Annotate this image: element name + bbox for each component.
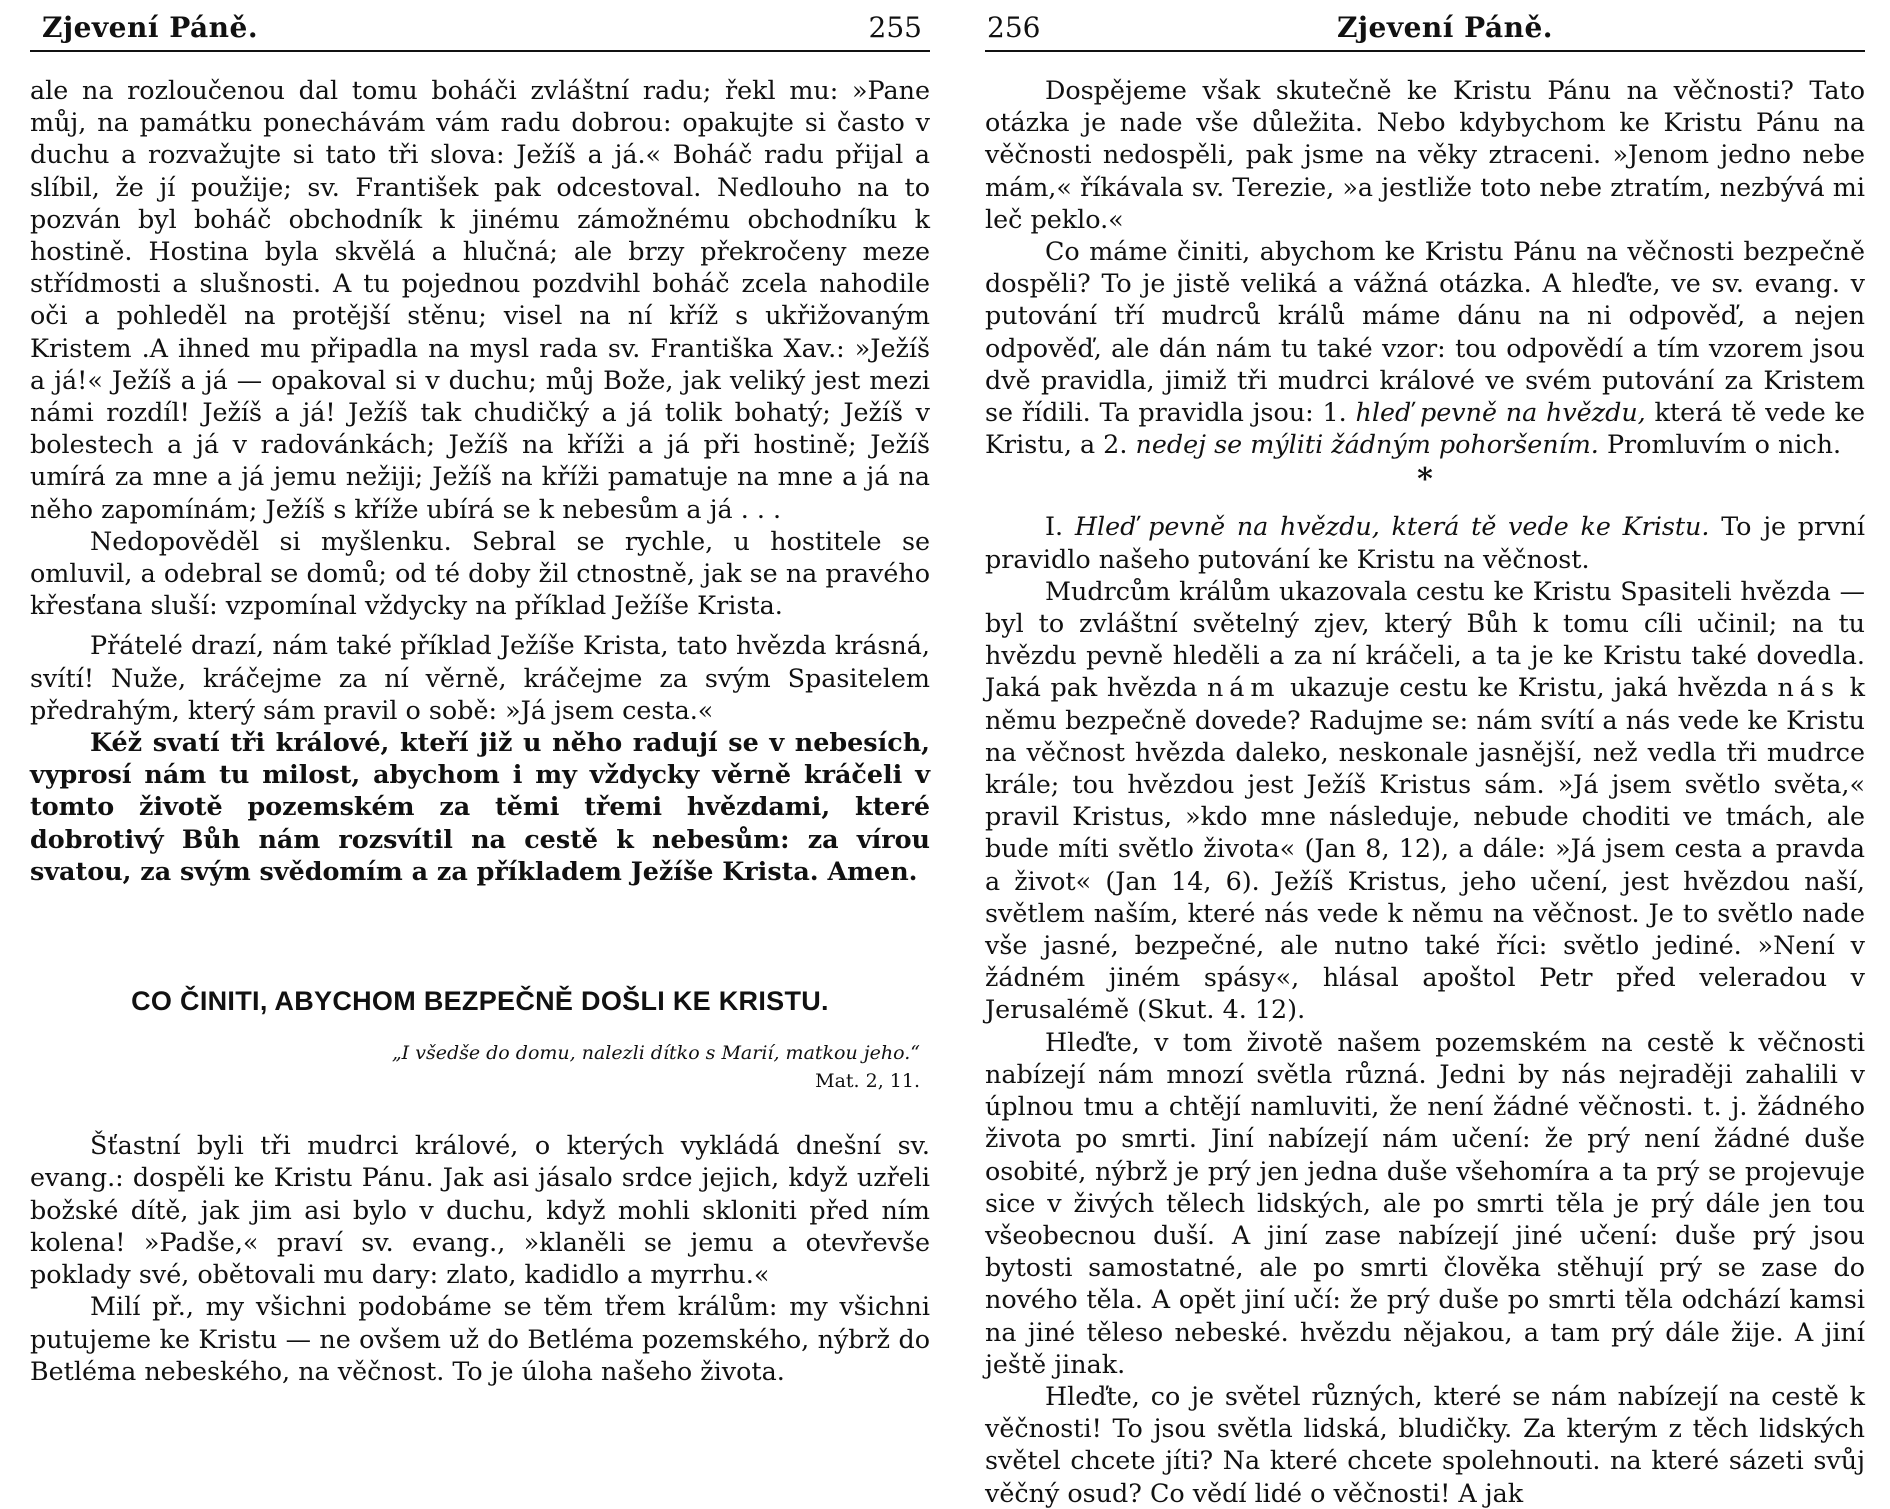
paragraph: [985, 510, 1865, 574]
paragraph: Přátelé drazí, nám také příklad Ježíše Krista, tato hvězda krásná, svítí! Nuže, kráčejme za ní věrně, kráčejme za svým Spasitelem předrahým, který sám pravil o sobě: »Já jsem cesta.«: [30, 630, 930, 725]
running-head-left: [30, 6, 930, 52]
running-title: Zjevení Páně.: [1336, 11, 1554, 44]
paragraph: [985, 575, 1865, 1026]
text-run: k němu bezpečně dovede? Radujme se: nám svítí a nás vede ke Kristu na věčnost hvězda daleko, neskonale jasnější, než vedla tři mudrce krále; tou hvězdou jest Ježíš Kristus sám. »Já jsem světlo světa,« pravil Kristus, »kdo mne následuje, nebude choditi ve tmách, ale bude míti světlo života« (Jan 8, 12), a dále: »Já jsem cesta a pravda a život« (Jan 14, 6). Ježíš Kristus, jeho učení, jest hvězdou naší, světlem naším, které nás vede k němu na věčnost. Je to světlo nade vše jasné, bezpečné, ale nutno také říci: světlo jediné. »Není v žádném jiném spásy«, hlásal apoštol Petr před veleradou v Jerusalémě (Skut. 4. 12).: [985, 672, 1865, 1025]
text-run: To je první pravidlo našeho putování ke Kristu na věčnost.: [985, 511, 1866, 574]
text-run: Co máme činiti, abychom ke Kristu Pánu na věčnosti bezpečně dospěli? To je jistě veliká a vážná otázka. A hleďte, ve sv. evang. v putování tří mudrců králů máme dánu na ni odpověď, a nejen odpověď, ale dán nám tu také vzor: tou odpovědí a tím vzorem jsou dvě pravidla, jimiž tři mudrci králové ve svém putování za Kristem se řídili. Ta pravidla jsou: 1.: [985, 236, 1865, 428]
page-number: 255: [868, 11, 922, 44]
epigraph-quote: „I všedše do domu, nalezli dítko s Marií, matkou jeho.“: [391, 1042, 920, 1065]
paragraph: [985, 235, 1865, 460]
paragraph: Šťastní byli tři mudrci králové, o kterých vykládá dnešní sv. evang.: dospěli ke Kristu Pánu. Jak asi jásalo srdce jejich, když uzřeli božské dítě, jak jim asi bylo v duchu, když mohli skloniti před ním kolena! »Padše,« praví sv. evang., »klaněli se jemu a otevřevše poklady své, obětovali mu dary: zlato, kadidlo a myrrhu.«: [30, 1130, 930, 1290]
text-run: ukazuje cestu ke Kristu, jaká hvězda: [1290, 672, 1768, 703]
paragraph: ale na rozloučenou dal tomu boháči zvláštní radu; řekl mu: »Pane můj, na památku ponechávám vám radu dobrou: opakujte si často v duchu a rozvažujte si tato tři slova: Ježíš a já.« Boháč radu přijal a slíbil, že jí použije; sv. František pak odcestoval. Nedlouho na to pozván byl boháč obchodník k jinému zámožnému obchodníku k hostině. Hostina byla skvělá a hlučná; ale brzy překročeny meze střídmosti a slušnosti. A tu pojednou pozdvihl boháč zcela nahodile oči a pohleděl na protější stěnu; visel na ní kříž s ukřižovaným Kristem .A ihned mu připadla na mysl rada sv. Františka Xav.: »Ježíš a já!« Ježíš a já — opakoval si v duchu; můj Bože, jak veliký jest mezi námi rozdíl! Ježíš a já! Ježíš tak chudičký a já tolik bohatý; Ježíš v bolestech a já v radovánkách; Ježíš na kříži a já při hostině; Ježíš umírá za mne a já jemu nežiji; Ježíš na kříži pamatuje na mne a já na něho zapomínám; Ježíš s kříže ubírá se k nebesům a já . . .: [30, 75, 930, 524]
right-page: [985, 0, 1866, 1508]
running-title: Zjevení Páně.: [42, 11, 259, 44]
page-number: 256: [987, 11, 1041, 44]
paragraph: Dospějeme však skutečně ke Kristu Pánu na věčnosti? Tato otázka je nade vše důležita. Nebo kdybychom ke Kristu Pánu na věčnosti nedospěli, pak jsme na věky ztraceni. »Jenom jedno nebe mám,« říkávala sv. Terezie, »a jestliže toto nebe ztratím, nezbývá mi leč peklo.«: [985, 75, 1865, 234]
left-page: [30, 0, 930, 1500]
text-run: která tě vede ke Kristu, a 2.: [985, 397, 1865, 460]
rule-heading: Hleď pevně na hvězdu, která tě vede ke Kristu.: [1074, 511, 1710, 542]
paragraph: Kéž svatí tři králové, kteří již u něho radují se v nebesích, vyprosí nám tu milost, abychom i my vždycky věrně kráčeli v tomto životě pozemském za těmi třemi hvězdami, které dobrotivý Bůh nám rozsvítil na cestě k nebesům: za vírou svatou, za svým svědomím a za příkladem Ježíše Krista. Amen.: [30, 727, 930, 886]
text-run: Promluvím o nich.: [1606, 429, 1842, 460]
text-run: Mudrcům králům ukazovala cestu ke Kristu Spasiteli hvězda — byl to zvláštní světelný zjev, který Bůh k tomu cíli učinil; na tu hvězdu pevně hleděli a za ní kráčeli, a ta je ke Kristu také dovedla. Jaká pak hvězda: [985, 575, 1865, 703]
epigraph: [30, 1039, 920, 1095]
rule-two: nedej se mýliti žádným pohoršením.: [1135, 429, 1599, 460]
running-head-right: [985, 6, 1865, 52]
left-page-body: [30, 74, 930, 1387]
paragraph: Milí př., my všichni podobáme se těm třem králům: my všichni putujeme ke Kristu — ne ovšem už do Betléma pozemského, nýbrž do Betléma nebeského, na věčnost. To je úloha našeho života.: [30, 1291, 930, 1386]
section-heading: CO ČINITI, ABYCHOM BEZPEČNĚ DOŠLI KE KRISTU.: [131, 986, 829, 1017]
right-page-body: [985, 74, 1865, 1509]
paragraph: Hleďte, co je světel různých, které se nám nabízejí na cestě k věčnosti! To jsou světla lidská, bludičky. Za kterým z těch lidských světel chcete jíti? Na které chcete spolehnouti. na které sázeti svůj věčný osud? Co vědí lidé o věčnosti! A jak: [985, 1380, 1865, 1508]
emphasis-spaced: nás: [1777, 672, 1840, 703]
epigraph-reference: Mat. 2, 11.: [815, 1070, 920, 1093]
section-divider-star: *: [1417, 462, 1433, 498]
paragraph: Nedopověděl si myšlenku. Sebral se rychle, u hostitele se omluvil, a odebral se domů; od té doby žil ctnostně, jak se na pravého křesťana sluší: vzpomínal vždycky na příklad Ježíše Krista.: [30, 525, 930, 621]
emphasis-spaced: nám: [1206, 672, 1281, 703]
paragraph: Hleďte, v tom životě našem pozemském na cestě k věčnosti nabízejí nám mnozí světla různá. Jedni by nás nejraději zahalili v úplnou tmu a chtějí namluviti, že není žádné věčnosti. t. j. žádného života po smrti. Jiní nabízejí nám učení: že prý není žádné duše osobité, nýbrž je prý jen jedna duše všehomíra a ta prý se projevuje sice v živých tělech lidských, ale po smrti těla je prý dále jen tou všeobecnou duší. A jiní zase nabízejí jiné učení: duše prý jsou bytosti samostatné, ale po smrti člověka stěhují prý se zase do nového těla. A opět jiní učí: že prý duše po smrti těla odchází kamsi na jiné těleso nebeské. hvězdu nějakou, a tam prý dále žije. A jiní ještě jinak.: [985, 1026, 1865, 1379]
rule-one: hleď pevně na hvězdu,: [1355, 397, 1646, 428]
section-body: [30, 1129, 930, 1387]
roman-numeral: I.: [1045, 511, 1064, 542]
